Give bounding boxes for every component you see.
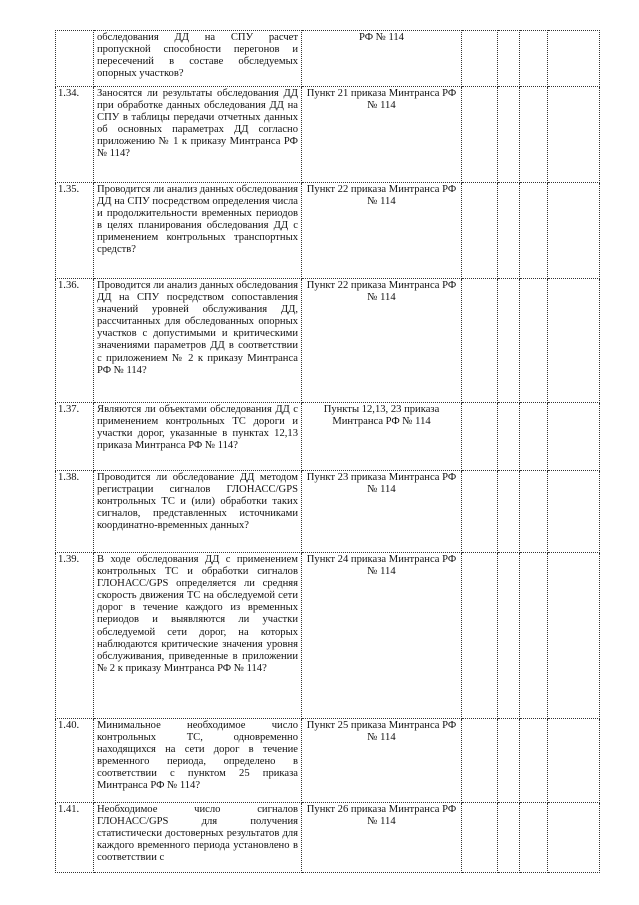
table-row xyxy=(56,471,600,553)
checklist-table xyxy=(55,30,600,873)
row-question: Проводится ли анализ данных обследования ДД на СПУ посредством сопоставления значений уровней обслуживания ДД, рассчитанных для обследованных опорных участков с допустимыми и критическими значениями параметров ДД в соответствии с приложением № 2 к приказу Минтранса РФ № 114? xyxy=(94,279,302,403)
answer-cell-yes xyxy=(462,403,498,471)
row-question: Минимальное необходимое число контрольных ТС, одновременно находящихся на сети дорог в течение временного периода, определено в соответствии с пунктом 25 приказа Минтранса РФ № 114? xyxy=(94,719,302,803)
row-reference: РФ № 114 xyxy=(302,31,462,87)
answer-cell-no xyxy=(498,279,520,403)
row-question: Являются ли объектами обследования ДД с применением контрольных ТС дороги и участки дорог, указанные в пунктах 12,13 приказа Минтранса РФ № 114? xyxy=(94,403,302,471)
answer-cell-na xyxy=(520,279,548,403)
answer-cell-yes xyxy=(462,553,498,719)
answer-cell-yes xyxy=(462,719,498,803)
answer-cell-no xyxy=(498,31,520,87)
answer-cell-na xyxy=(520,553,548,719)
answer-cell-note xyxy=(548,87,600,183)
document-page xyxy=(55,30,599,873)
table-row xyxy=(56,183,600,279)
answer-cell-yes xyxy=(462,31,498,87)
row-reference: Пункт 24 приказа Минтранса РФ № 114 xyxy=(302,553,462,719)
answer-cell-note xyxy=(548,553,600,719)
row-number: 1.40. xyxy=(56,719,94,803)
row-question: В ходе обследования ДД с применением контрольных ТС и обработки сигналов ГЛОНАСС/GPS определяется ли средняя скорость движения ТС на обследуемой сети дорог в течение каждого из временных периодов и выявляются ли участки обследуемой сети дорог, на которых наблюдаются критические значения уровня обслуживания, приведенные в приложении № 2 к приказу Минтранса РФ № 114? xyxy=(94,553,302,719)
table-row xyxy=(56,31,600,87)
answer-cell-na xyxy=(520,803,548,873)
answer-cell-yes xyxy=(462,471,498,553)
row-reference: Пункт 23 приказа Минтранса РФ № 114 xyxy=(302,471,462,553)
row-reference: Пункт 25 приказа Минтранса РФ № 114 xyxy=(302,719,462,803)
table-row xyxy=(56,803,600,873)
row-reference: Пункт 26 приказа Минтранса РФ № 114 xyxy=(302,803,462,873)
answer-cell-note xyxy=(548,803,600,873)
row-number: 1.34. xyxy=(56,87,94,183)
row-question: Необходимое число сигналов ГЛОНАСС/GPS для получения статистически достоверных результатов для каждого временного периода установлено в соответствии с xyxy=(94,803,302,873)
row-number: 1.38. xyxy=(56,471,94,553)
answer-cell-na xyxy=(520,183,548,279)
row-question: обследования ДД на СПУ расчет пропускной способности перегонов и пересечений в составе обследуемых опорных участков? xyxy=(94,31,302,87)
row-question: Заносятся ли результаты обследования ДД при обработке данных обследования ДД на СПУ в таблицы передачи отчетных данных об основных параметрах ДД согласно приложению № 1 к приказу Минтранса РФ № 114? xyxy=(94,87,302,183)
row-reference: Пункты 12,13, 23 приказа Минтранса РФ № 114 xyxy=(302,403,462,471)
row-question: Проводится ли обследование ДД методом регистрации сигналов ГЛОНАСС/GPS контрольных ТС и (или) обработки таких сигналов, представленных источниками координатно-временных данных? xyxy=(94,471,302,553)
answer-cell-na xyxy=(520,87,548,183)
answer-cell-no xyxy=(498,403,520,471)
table-row xyxy=(56,553,600,719)
row-reference: Пункт 22 приказа Минтранса РФ № 114 xyxy=(302,279,462,403)
answer-cell-no xyxy=(498,719,520,803)
answer-cell-note xyxy=(548,183,600,279)
answer-cell-yes xyxy=(462,183,498,279)
answer-cell-note xyxy=(548,471,600,553)
answer-cell-no xyxy=(498,471,520,553)
answer-cell-note xyxy=(548,31,600,87)
answer-cell-note xyxy=(548,403,600,471)
answer-cell-na xyxy=(520,471,548,553)
answer-cell-na xyxy=(520,719,548,803)
table-row xyxy=(56,719,600,803)
answer-cell-no xyxy=(498,87,520,183)
answer-cell-na xyxy=(520,31,548,87)
answer-cell-yes xyxy=(462,87,498,183)
row-number xyxy=(56,31,94,87)
answer-cell-yes xyxy=(462,279,498,403)
row-reference: Пункт 22 приказа Минтранса РФ № 114 xyxy=(302,183,462,279)
row-number: 1.35. xyxy=(56,183,94,279)
answer-cell-no xyxy=(498,803,520,873)
row-number: 1.37. xyxy=(56,403,94,471)
row-number: 1.39. xyxy=(56,553,94,719)
row-question: Проводится ли анализ данных обследования ДД на СПУ посредством определения числа и продолжительности временных периодов в целях планирования обследования ДД с применением контрольных транспортных средств? xyxy=(94,183,302,279)
answer-cell-yes xyxy=(462,803,498,873)
answer-cell-note xyxy=(548,279,600,403)
table-row xyxy=(56,403,600,471)
table-row xyxy=(56,87,600,183)
answer-cell-no xyxy=(498,183,520,279)
row-number: 1.41. xyxy=(56,803,94,873)
row-reference: Пункт 21 приказа Минтранса РФ № 114 xyxy=(302,87,462,183)
answer-cell-note xyxy=(548,719,600,803)
table-row xyxy=(56,279,600,403)
row-number: 1.36. xyxy=(56,279,94,403)
answer-cell-na xyxy=(520,403,548,471)
answer-cell-no xyxy=(498,553,520,719)
